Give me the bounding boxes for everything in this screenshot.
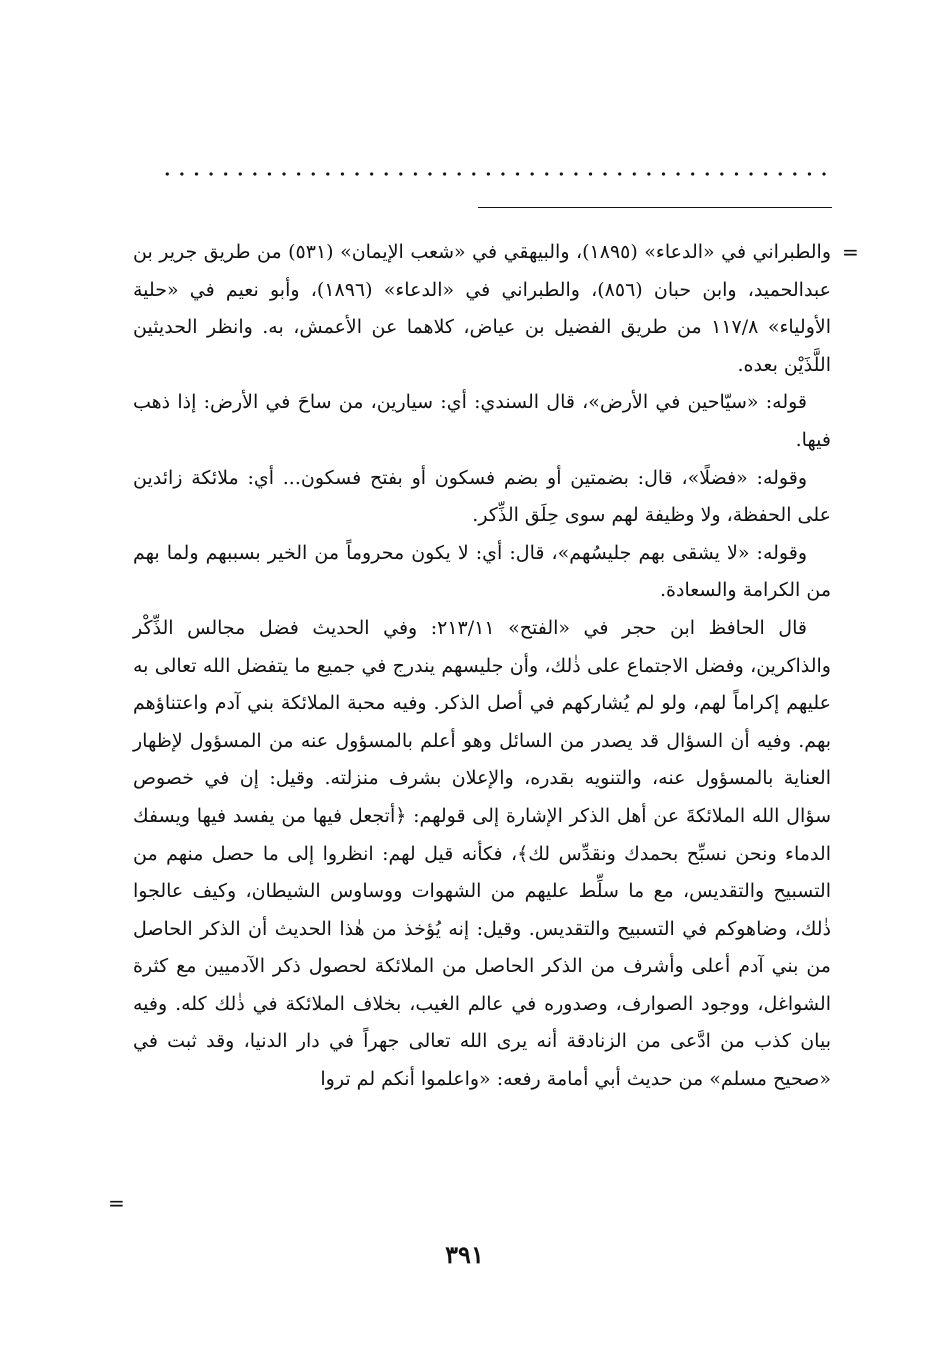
continuation-mark-end: = — [108, 1191, 125, 1215]
paragraph-4: وقوله: «لا يشقى بهم جليسُهم»، قال: أي: لا يكون محروماً من الخير بسببهم ولما بهم من الكرامة والسعادة. — [133, 541, 831, 602]
footnote-text — [133, 234, 831, 1099]
paragraph-1: والطبراني في «الدعاء» (١٨٩٥)، والبيهقي في «شعب الإيمان» (٥٣١) من طريق جرير بن عبدالحميد، وابن حبان (٨٥٦)، والطبراني في «الدعاء» (١٨٩٦)، وأبو نعيم في «حلية الأولياء» ١١٧/٨ من طريق الفضيل بن عياض، كلاهما عن الأعمش، به. وانظر الحديثين اللَّذَيْن بعده. — [133, 241, 831, 376]
paragraph-2: قوله: «سيّاحين في الأرض»، قال السندي: أي: سيارين، من ساحَ في الأرض: إذا ذهب فيها. — [133, 391, 831, 451]
paragraph-3: وقوله: «فضلًا»، قال: بضمتين أو بضم فسكون أو بفتح فسكون... أي: ملائكة زائدين على الحفظة، ولا وظيفة لهم سوى حِلَق الذِّكر. — [133, 466, 831, 527]
page-number: ٣٩١ — [445, 1240, 484, 1269]
footnote-rule — [478, 207, 832, 208]
dotted-separator — [160, 168, 832, 180]
paragraph-5: قال الحافظ ابن حجر في «الفتح» ٢١٣/١١: وفي الحديث فضل مجالس الذِّكْر والذاكرين، وفضل الاجتماع على ذٰلك، وأن جليسهم يندرج في جميع ما يتفضل الله تعالى به عليهم إكراماً لهم، ولو لم يُشاركهم في أصل الذكر. وفيه محبة الملائكة بني آدم واعتناؤهم بهم. وفيه أن السؤال قد يصدر من السائل وهو أعلم بالمسؤول عنه من المسؤول لإظهار العناية بالمسؤول عنه، والتنويه بقدره، والإعلان بشرف منزلته. وقيل: إن في خصوص سؤال الله الملائكةَ عن أهل الذكر الإشارة إلى قولهم: ﴿أتجعل فيها من يفسد فيها ويسفك الدماء ونحن نسبِّح بحمدك ونقدِّس لك﴾، فكأنه قيل لهم: انظروا إلى ما حصل منهم من التسبيح والتقديس، مع ما سلِّط عليهم من الشهوات ووساوس الشيطان، وكيف عالجوا ذٰلك، وضاهوكم في التسبيح والتقديس. وقيل: إنه يُؤخذ من هٰذا الحديث أن الذكر الحاصل من بني آدم أعلى وأشرف من الذكر الحاصل من الملائكة لحصول ذكر الآدميين مع كثرة الشواغل، ووجود الصوارف، وصدوره في عالم الغيب، بخلاف الملائكة في ذٰلك كله. وفيه بيان كذب من ادَّعى من الزنادقة أنه يرى الله تعالى جهراً في دار الدنيا، وقد ثبت في «صحيح مسلم» من حديث أبي أمامة رفعه: «واعلموا أنكم لم تروا — [133, 616, 831, 1091]
continuation-mark-start: = — [842, 240, 859, 264]
